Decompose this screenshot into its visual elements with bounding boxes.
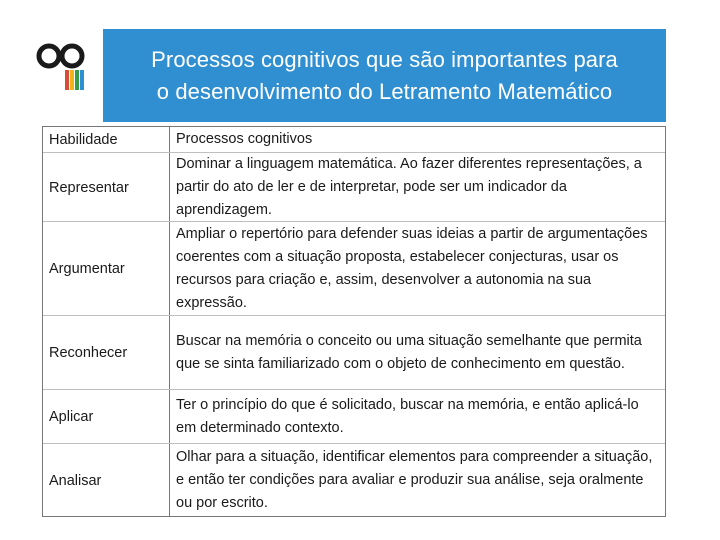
title-banner [103,29,666,122]
process-cell: Ampliar o repertório para defender suas ideias a partir de argumentações coerentes com a situação proposta, estabelecer conjecturas, usar os recursos para criação e, assim, desenvolver a autonomia na sua expressão. [169,222,665,316]
skill-cell: Analisar [49,472,102,489]
skill-cell: Representar [49,179,129,196]
table-header-row [43,127,665,152]
skill-cell: Aplicar [49,409,94,425]
process-cell: Olhar para a situação, identificar elementos para compreender a situação, e então ter condições para avaliar e produzir sua análise, seja oralmente ou por escrito. [169,444,665,517]
process-cell: Ter o princípio do que é solicitado, buscar na memória, e então aplicá-lo em determinado contexto. [169,390,665,444]
skill-cell: Argumentar [49,261,125,277]
table-row [43,315,665,390]
title-line-2: o desenvolvimento do Letramento Matemático [156,78,613,104]
skill-cell: Reconhecer [49,345,128,361]
header-process: Processos cognitivos [169,127,665,152]
skills-table [42,126,666,517]
process-cell: Dominar a linguagem matemática. Ao fazer diferentes representações, a partir do ato de ler e de interpretar, pode ser um indicador da aprendizagem. [169,153,665,222]
institution-logo-icon [34,38,92,94]
title-line-1: Processos cognitivos que são importantes para [151,46,618,72]
table-row [43,221,665,316]
process-cell: Buscar na memória o conceito ou uma situação semelhante que permita que se sinta familiarizado com o objeto de conhecimento em questão. [169,316,665,390]
table-row [43,443,665,517]
table-row [43,389,665,444]
header-skill: Habilidade [49,131,118,148]
table-row [43,152,665,222]
